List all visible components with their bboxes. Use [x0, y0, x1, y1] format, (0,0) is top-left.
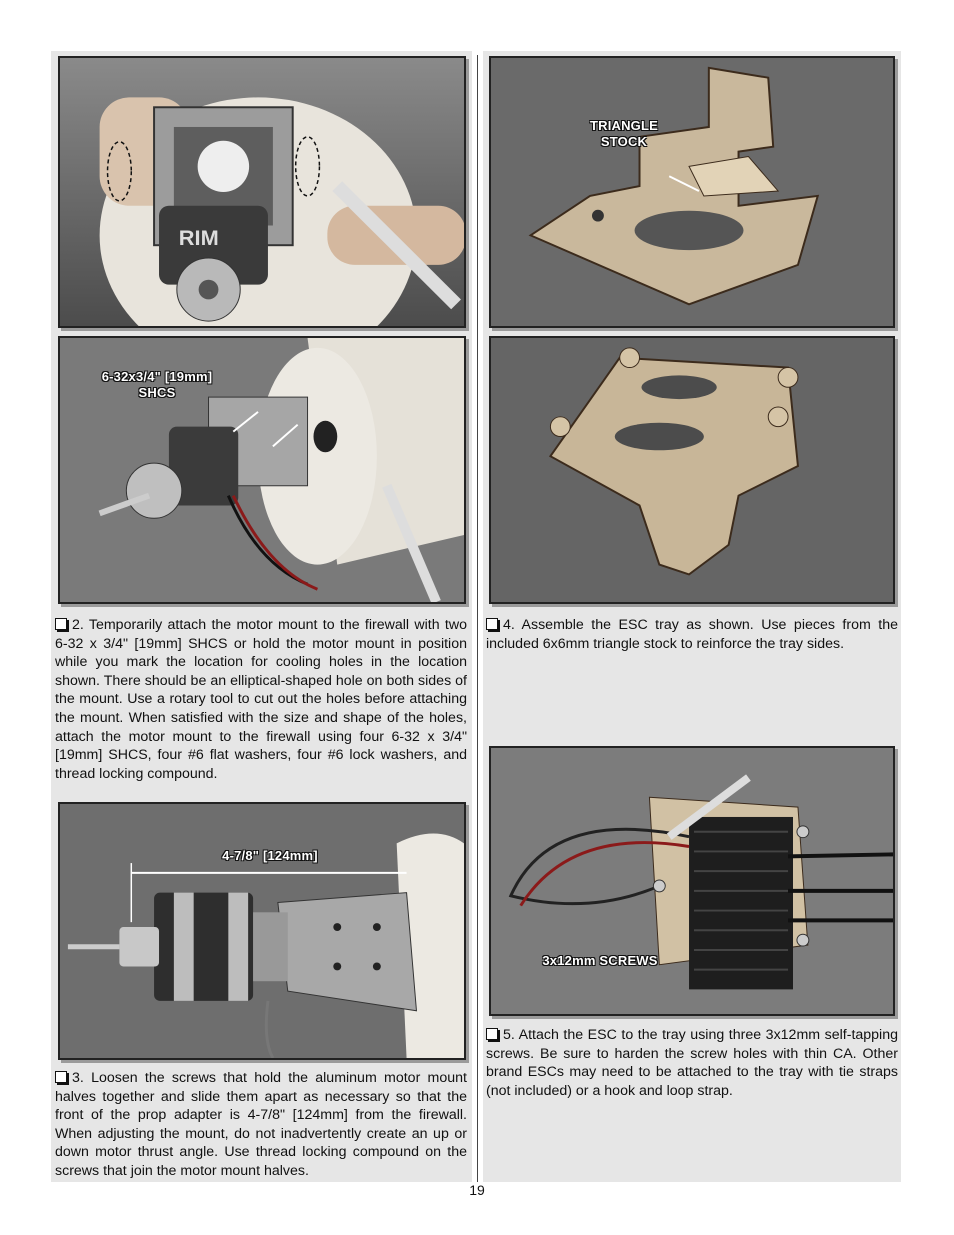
step-2-text — [55, 616, 467, 783]
distance-callout-label: 4-7/8" [124mm] — [222, 848, 318, 863]
shcs-callout-label: 6-32x3/4" [19mm] SHCS — [101, 369, 213, 400]
motor-distance-measure-photo — [58, 802, 466, 1060]
screws-callout-label: 3x12mm SCREWS — [542, 953, 658, 968]
step-3-text — [55, 1069, 467, 1181]
checkbox-icon[interactable] — [55, 618, 67, 630]
checkbox-icon[interactable] — [486, 1028, 498, 1040]
step-5-text — [486, 1026, 898, 1100]
triangle-stock-callout-label: TRIANGLE STOCK — [589, 118, 659, 149]
page-number: 19 — [469, 1182, 485, 1198]
step-5-body: 5. Attach the ESC to the tray using three 3x12mm self-tapping screws. Be sure to harden the screw holes with thin CA. Other brand ESCs may need to be attached to the tray with tie straps (not included) or a hook and loop strap. — [486, 1027, 898, 1099]
esc-tray-triangle-stock-photo — [489, 56, 895, 328]
step-4-body: 4. Assemble the ESC tray as shown. Use pieces from the included 6x6mm triangle stock to reinforce the tray sides. — [486, 617, 898, 652]
step-4-text — [486, 616, 898, 653]
esc-attached-to-tray-photo — [489, 746, 895, 1016]
checkbox-icon[interactable] — [486, 618, 498, 630]
svg-text:RIM: RIM — [178, 225, 219, 251]
esc-tray-bottom-photo — [489, 336, 895, 604]
step-3-body: 3. Loosen the screws that hold the aluminum motor mount halves together and slide them apart as necessary so that the front of the prop adapter is 4-7/8" [124mm] from the firewall. When adjusting the mount, do not inadvertently create an up or down motor thrust angle. Use thread locking compound on the screws that join the motor mount halves. — [55, 1070, 467, 1179]
step-2-body: 2. Temporarily attach the motor mount to the firewall with two 6-32 x 3/4" [19mm] SHCS or hold the motor mount in position while you mark the location for cooling holes in the location shown. There should be an elliptical-shaped hole on both sides of the mount. Use a rotary tool to cut out the holes before attaching the mount. When satisfied with the size and shape of the holes, attach the motor mount to the firewall using four 6-32 x 3/4" [19mm] SHCS, four #6 flat washers, four #6 lock washers, and thread locking compound. — [55, 617, 467, 782]
checkbox-icon[interactable] — [55, 1071, 67, 1083]
motor-mount-marking-photo — [58, 56, 466, 328]
column-divider — [477, 55, 478, 1182]
